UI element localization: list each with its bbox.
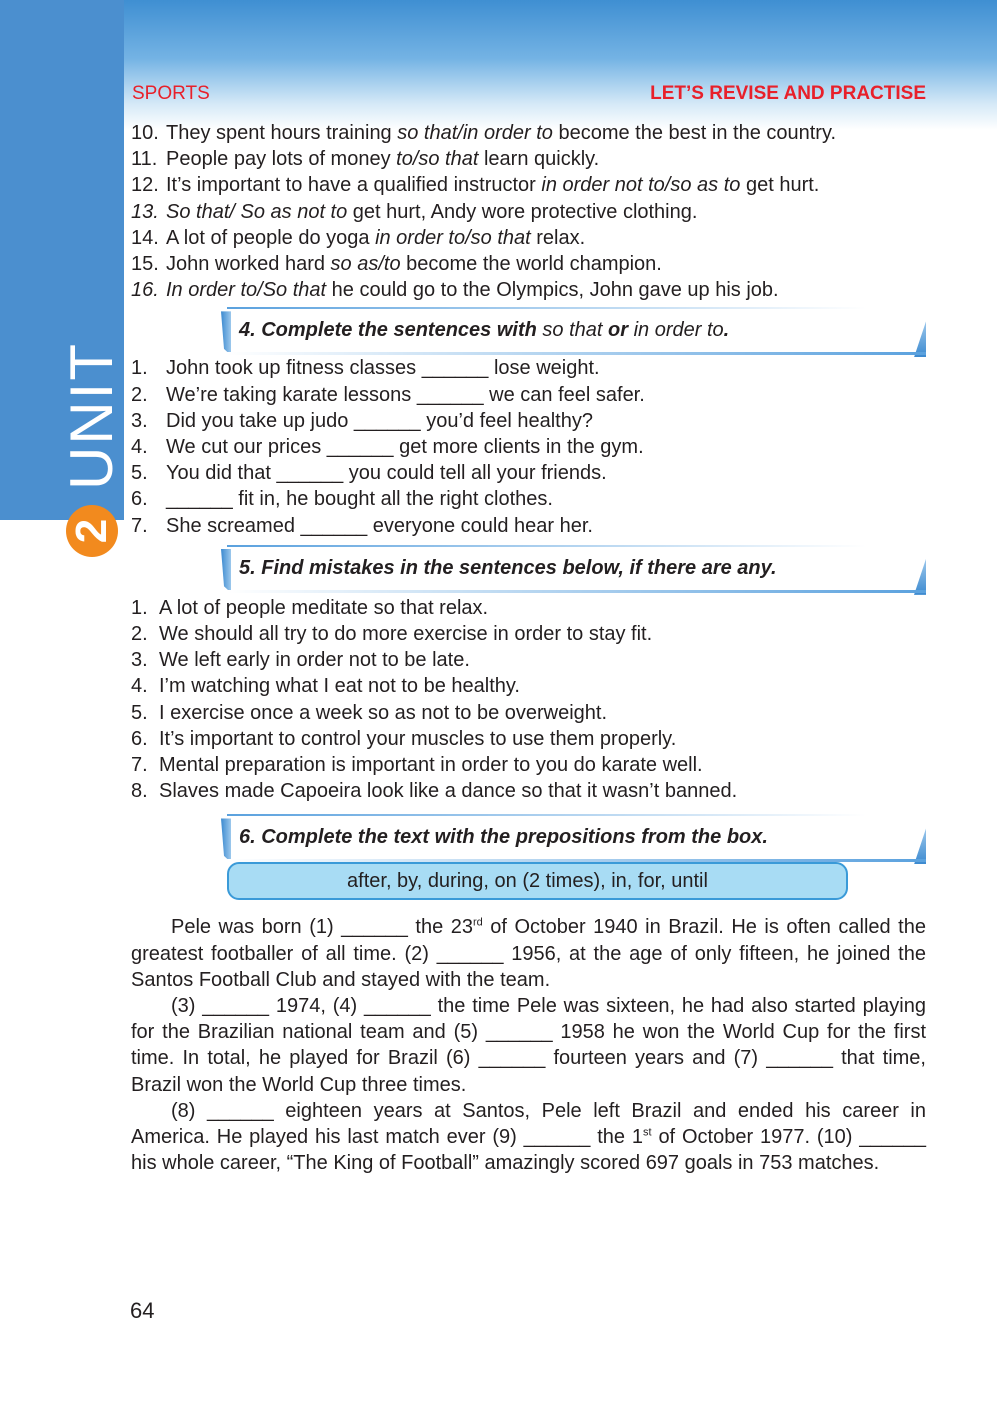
item-number: 2.	[131, 623, 148, 646]
item-number: 4.	[131, 675, 148, 698]
section-title: SPORTS	[132, 83, 210, 104]
item-text: You did that ______ you could tell all your friends.	[166, 462, 607, 485]
item-text: John took up fitness classes ______ lose weight.	[166, 357, 600, 380]
list-item	[131, 277, 926, 303]
item-text-end: relax.	[530, 226, 586, 249]
item-text	[166, 146, 926, 172]
item-text	[166, 199, 926, 225]
item-text: Did you take up judo ______ you’d feel healthy?	[166, 409, 593, 432]
task-4-option-1: so that	[542, 319, 603, 342]
list-item	[131, 146, 926, 172]
item-number: 7.	[131, 754, 148, 777]
item-number: 16.	[131, 279, 159, 302]
item-options: in order to/so that	[375, 226, 531, 249]
list-item	[131, 172, 926, 198]
p1-superscript: rd	[472, 916, 483, 929]
item-number: 10.	[131, 122, 159, 144]
item-number: 3.	[131, 649, 148, 672]
page-content	[131, 120, 926, 1177]
item-text	[166, 120, 926, 146]
item-number: 14.	[131, 226, 159, 249]
task-5-text: 5. Find mistakes in the sentences below, if there are any.	[239, 556, 777, 579]
list-item	[131, 621, 926, 647]
item-options: In order to/So that	[166, 279, 327, 302]
item-number: 13.	[131, 200, 159, 223]
item-number: 3.	[131, 409, 148, 432]
item-text: It’s important to control your muscles to use them properly.	[159, 727, 677, 750]
heading-rule	[227, 545, 866, 547]
list-item	[131, 778, 926, 804]
p3-superscript: st	[643, 1126, 652, 1139]
item-text-start: A lot of people do yoga	[166, 226, 376, 249]
item-text-end: learn quickly.	[478, 148, 600, 171]
exercise-5-list	[131, 595, 926, 805]
heading-tail	[914, 321, 926, 357]
item-number: 7.	[131, 514, 148, 537]
item-text-end: get hurt, Andy wore protective clothing.	[347, 200, 698, 223]
item-text-end: get hurt.	[740, 174, 820, 197]
task-4-heading	[221, 311, 926, 349]
item-number: 4.	[131, 436, 148, 459]
item-text: We left early in order not to be late.	[159, 649, 470, 672]
list-item	[131, 460, 926, 486]
item-options: so that/in order to	[397, 122, 553, 144]
item-number: 6.	[131, 727, 148, 750]
prepositions-box: after, by, during, on (2 times), in, for, until	[227, 862, 848, 900]
task-4-or: or	[602, 319, 634, 342]
item-options: to/so that	[396, 148, 479, 171]
section-subtitle: LET’S REVISE AND PRACTISE	[650, 83, 926, 104]
item-text: I exercise once a week so as not to be overweight.	[159, 701, 608, 724]
item-text-start: People pay lots of money	[166, 148, 397, 171]
item-options: So that/ So as not to	[166, 200, 348, 223]
item-number: 1.	[131, 596, 148, 619]
item-text: ______ fit in, he bought all the right clothes.	[166, 488, 553, 511]
item-text: We should all try to do more exercise in order to stay fit.	[159, 623, 653, 646]
p1-part-a: Pele was born (1) ______ the 23	[171, 916, 473, 939]
page-number: 64	[130, 1298, 155, 1323]
item-text: Mental preparation is important in order to you do karate well.	[159, 754, 703, 777]
list-item	[131, 752, 926, 778]
task-6-heading	[221, 818, 926, 856]
list-item	[131, 382, 926, 408]
item-text: She screamed ______ everyone could hear her.	[166, 514, 593, 537]
task-4-lead: 4. Complete the sentences with	[239, 319, 543, 342]
item-number: 2.	[131, 383, 148, 406]
item-text-start: John worked hard	[166, 253, 331, 276]
unit-number: 2	[66, 518, 116, 544]
list-item	[131, 199, 926, 225]
exercise-3-list	[131, 120, 926, 303]
item-number: 15.	[131, 253, 159, 276]
text-paragraph-2: (3) ______ 1974, (4) ______ the time Pele was sixteen, he had also started playing for the Brazilian national team and (5) ______ 1958 he won the World Cup for the first time. In total, he played for Brazil (6) ______ fourteen years and (7) ______ that time, Brazil won the World Cup three times.	[131, 995, 926, 1096]
item-number: 5.	[131, 701, 148, 724]
heading-tail	[914, 559, 926, 595]
list-item	[131, 486, 926, 512]
p3-part-a: (8) ______ eighteen years at Santos, Pele left Brazil and ended his career in America. He played his last match ever (9) ______ the 1	[131, 1099, 926, 1149]
unit-label	[58, 340, 125, 490]
p1-part-b: of October 1940 in Brazil. He is often called the greatest footballer of all time. (2) ______ 1956, at the age of only fifteen, he joined the Santos Football Club and stayed with the team.	[131, 916, 926, 991]
list-item	[131, 355, 926, 381]
unit-number-badge	[66, 505, 118, 557]
heading-tail	[914, 828, 926, 864]
item-text-start: It’s important to have a qualified instructor	[166, 174, 542, 197]
task-5-heading	[221, 549, 926, 587]
item-text: We cut our prices ______ get more clients in the gym.	[166, 436, 644, 459]
item-number: 6.	[131, 488, 148, 511]
task-6-text: 6. Complete the text with the prepositions from the box.	[239, 826, 768, 849]
text-paragraph-1	[131, 914, 926, 993]
item-text	[166, 251, 926, 277]
exercise-4-list	[131, 355, 926, 538]
list-item	[131, 595, 926, 621]
item-number: 11.	[131, 148, 158, 171]
item-options: in order not to/so as to	[541, 174, 741, 197]
heading-rule	[227, 814, 866, 816]
task-4-end: .	[723, 319, 730, 342]
item-number: 1.	[131, 357, 148, 380]
task-4-option-2: in order to	[633, 319, 724, 342]
item-number: 8.	[131, 780, 148, 803]
item-text	[166, 277, 926, 303]
list-item	[131, 700, 926, 726]
list-item	[131, 513, 926, 539]
list-item	[131, 673, 926, 699]
item-text-end: become the world champion.	[400, 253, 662, 276]
list-item	[131, 647, 926, 673]
p3-part-b: of October 1977. (10) ______ his whole career, “The King of Football” amazingly scored 697 goals in 753 matches.	[131, 1126, 926, 1175]
header-band	[0, 0, 997, 130]
item-text: I’m watching what I eat not to be healthy.	[159, 675, 520, 698]
item-text-start: They spent hours training	[166, 122, 398, 144]
item-text: We’re taking karate lessons ______ we can feel safer.	[166, 383, 645, 406]
list-item	[131, 726, 926, 752]
text-paragraph-3	[131, 1098, 926, 1177]
item-text: Slaves made Capoeira look like a dance so that it wasn’t banned.	[159, 780, 738, 803]
list-item	[131, 251, 926, 277]
item-text	[166, 225, 926, 251]
list-item	[131, 408, 926, 434]
list-item	[131, 225, 926, 251]
unit-word: UNIT	[58, 342, 125, 490]
item-number: 5.	[131, 462, 148, 485]
list-item	[131, 120, 926, 146]
list-item	[131, 434, 926, 460]
item-number: 12.	[131, 174, 159, 197]
item-text-end: he could go to the Olympics, John gave up his job.	[326, 279, 779, 302]
item-options: so as/to	[330, 253, 401, 276]
heading-rule	[227, 307, 866, 309]
item-text: A lot of people meditate so that relax.	[159, 596, 489, 619]
item-text-end: become the best in the country.	[552, 122, 837, 144]
item-text	[166, 172, 926, 198]
